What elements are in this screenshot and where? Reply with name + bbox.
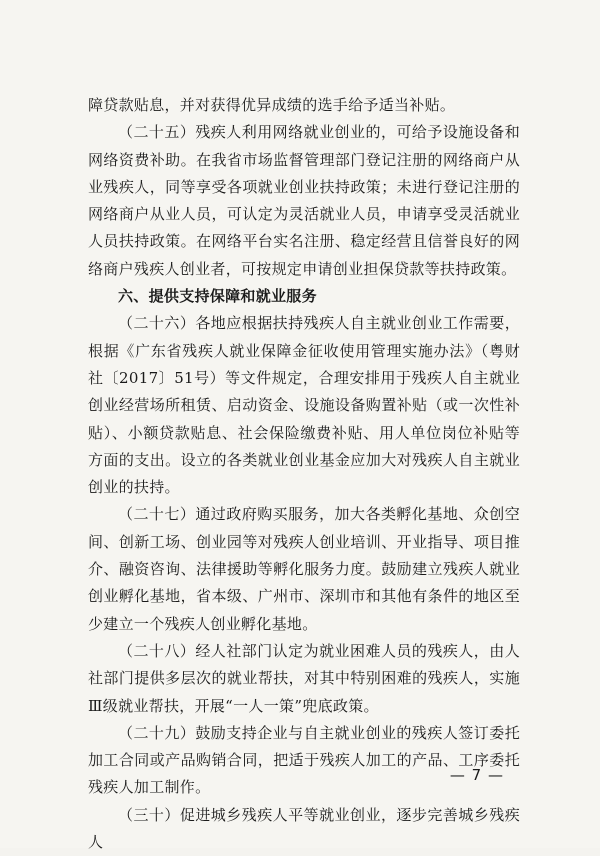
document-body — [88, 92, 520, 856]
paragraph-continuation: 障贷款贴息，并对获得优异成绩的选手给予适当补贴。 — [88, 96, 456, 114]
paragraph-28: （二十八）经人社部门认定为就业困难人员的残疾人，由人社部门提供多层次的就业帮扶，对其中特别困难的残疾人，实施Ⅲ级就业帮扶，开展“一人一策”兜底政策。 — [88, 641, 520, 715]
page-number: — 7 — — [449, 766, 504, 784]
paragraph-25: （二十五）残疾人利用网络就业创业的，可给予设施设备和网络资费补助。在我省市场监督管理部门登记注册的网络商户从业残疾人，同等享受各项就业创业扶持政策；未进行登记注册的网络商户从业人员，可认定为灵活就业人员，申请享受灵活就业人员扶持政策。在网络平台实名注册、稳定经营且信誉良好的网络商户残疾人创业者，可按规定申请创业担保贷款等扶持政策。 — [88, 123, 520, 278]
paragraph-30: （三十）促进城乡残疾人平等就业创业，逐步完善城乡残疾人 — [88, 805, 520, 852]
paragraph-29: （二十九）鼓励支持企业与自主就业创业的残疾人签订委托加工合同或产品购销合同，把适于残疾人加工的产品、工序委托残疾人加工制作。 — [88, 723, 520, 797]
paragraph-27: （二十七）通过政府购买服务，加大各类孵化基地、众创空间、创新工场、创业园等对残疾人创业培训、开业指导、项目推介、融资咨询、法律援助等孵化服务力度。鼓励建立残疾人就业创业孵化基地，省本级、广州市、深圳市和其他有条件的地区至少建立一个残疾人创业孵化基地。 — [88, 505, 520, 633]
paragraph-26: （二十六）各地应根据扶持残疾人自主就业创业工作需要，根据《广东省残疾人就业保障金征收使用管理实施办法》（粤财社〔2017〕51号）等文件规定，合理安排用于残疾人自主就业创业经营场所租赁、启动资金、设施设备购置补贴（或一次性补贴）、小额贷款贴息、社会保险缴费补贴、用人单位岗位补贴等方面的支出。设立的各类就业创业基金应加大对残疾人自主就业创业的扶持。 — [88, 314, 520, 497]
section-heading: 六、提供支持保障和就业服务 — [118, 287, 317, 306]
